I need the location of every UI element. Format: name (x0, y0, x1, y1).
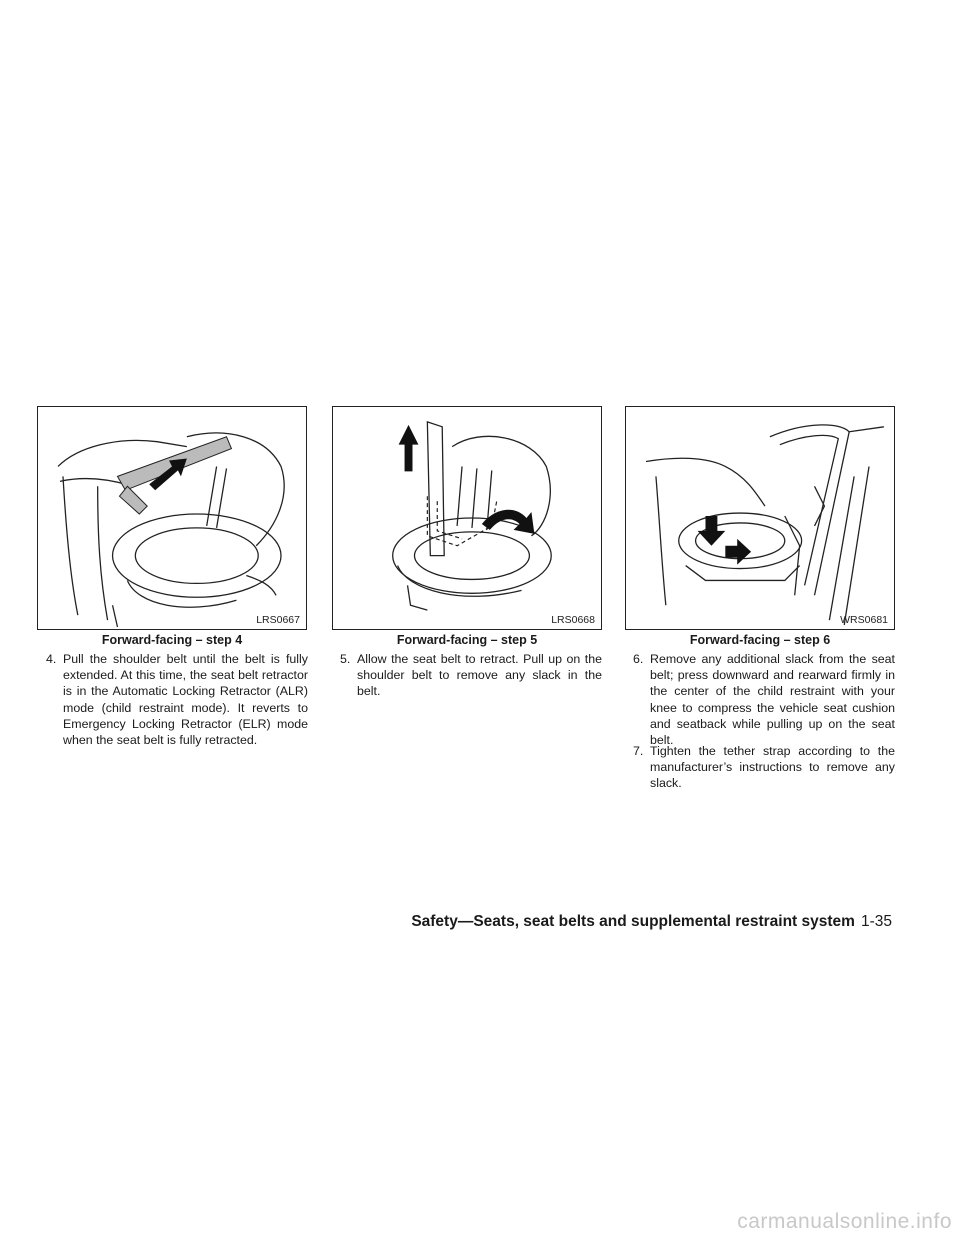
child-seat-belt-pull-illustration (38, 407, 306, 629)
figure-caption: Forward-facing – step 4 (101, 633, 243, 647)
step-6 (633, 651, 895, 748)
step-text: Remove any additional slack from the seat belt; press downward and rearward firmly in the center of the child restraint with your knee to compress the vehicle seat cushion and seatback while pulling up on the seat belt. (650, 652, 895, 748)
figure-code: LRS0668 (551, 614, 595, 626)
figure-step-5 (332, 406, 602, 630)
step-number: 5. (340, 652, 351, 666)
child-seat-press-down-illustration (626, 407, 894, 629)
watermark: carmanualsonline.info (737, 1210, 952, 1233)
section-title: Safety—Seats, seat belts and supplemental restraint system (411, 913, 855, 930)
figure-caption: Forward-facing – step 6 (689, 633, 831, 647)
figure-code: LRS0667 (256, 614, 300, 626)
page-number: 1-35 (860, 913, 892, 930)
step-text: Allow the seat belt to retract. Pull up on the shoulder belt to remove any slack in the belt. (357, 652, 602, 699)
step-5 (340, 651, 602, 700)
figure-step-4 (37, 406, 307, 630)
step-text: Pull the shoulder belt until the belt is fully extended. At this time, the seat belt retractor is in the Automatic Locking Retractor (ALR) mode (child restraint mode). It reverts to Emergency Locking Retractor (ELR) mode when the seat belt is fully retracted. (63, 652, 308, 748)
step-number: 6. (633, 652, 644, 666)
step-number: 4. (46, 652, 57, 666)
figure-caption: Forward-facing – step 5 (396, 633, 538, 647)
step-number: 7. (633, 744, 644, 758)
child-seat-belt-retract-illustration (333, 407, 601, 629)
step-4 (46, 651, 308, 748)
step-7 (633, 743, 895, 792)
figure-code: WRS0681 (840, 614, 888, 626)
page-footer (411, 913, 892, 931)
figure-step-6 (625, 406, 895, 630)
step-text: Tighten the tether strap according to the manufacturer’s instructions to remove any slack. (650, 744, 895, 791)
